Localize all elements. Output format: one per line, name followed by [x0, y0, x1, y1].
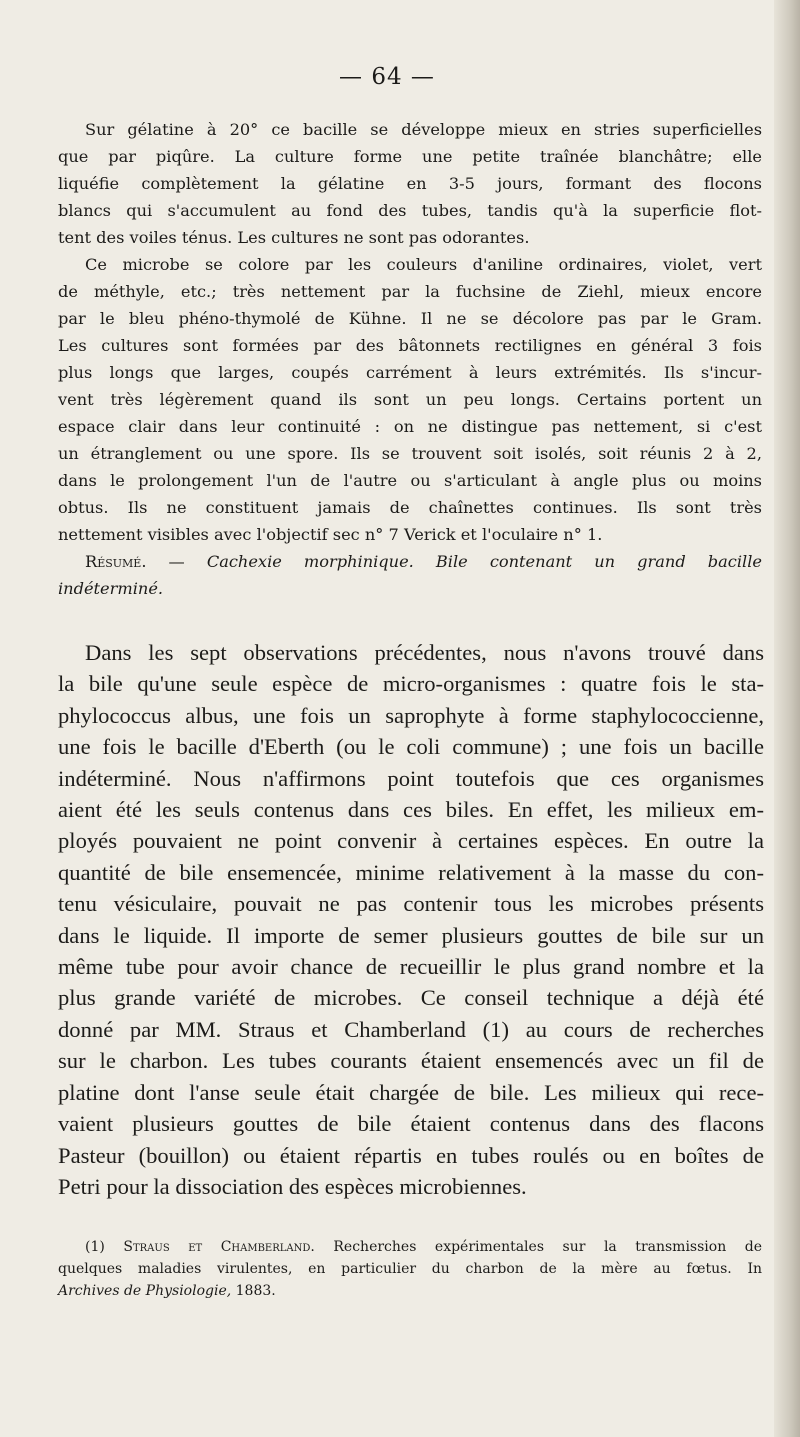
text-line: dans le liquide. Il importe de semer plusieurs gouttes de bile sur un: [58, 922, 764, 948]
text-line: blancs qui s'accumulent au fond des tubes, tandis qu'à la superficie flot-: [58, 201, 762, 220]
footnote: [58, 1236, 762, 1302]
text-line: indéterminé. Nous n'affirmons point toutefois que ces organismes: [58, 765, 764, 791]
footnote-journal: Archives de Physiologie,: [58, 1283, 232, 1299]
footnote-year: 1883.: [235, 1283, 276, 1299]
footnote-line: [58, 1280, 762, 1302]
text-line: Ce microbe se colore par les couleurs d'aniline ordinaires, violet, vert: [85, 255, 762, 274]
text-line: la bile qu'une seule espèce de micro-organismes : quatre fois le sta-: [58, 671, 764, 697]
text-line: dans le prolongement l'un de l'autre ou s'articulant à angle plus ou moins: [58, 471, 762, 490]
text-line: obtus. Ils ne constituent jamais de chaînettes continues. Ils sont très: [58, 498, 762, 517]
text-line: vent très légèrement quand ils sont un peu longs. Certains portent un: [58, 390, 762, 409]
text-line: ployés pouvaient ne point convenir à certaines espèces. En outre la: [58, 828, 764, 854]
text-line: liquéfie complètement la gélatine en 3-5 jours, formant des flocons: [58, 174, 762, 193]
resume-block: [58, 548, 762, 602]
text-line: Petri pour la dissociation des espèces microbiennes.: [58, 1173, 527, 1199]
text-line: plus longs que larges, coupés carrément à leurs extrémités. Ils s'incur-: [58, 363, 762, 382]
page-number: — 64 —: [339, 64, 435, 90]
text-line: par le bleu phéno-thymolé de Kühne. Il ne se décolore pas par le Gram.: [58, 309, 762, 328]
text-line: platine dont l'anse seule était chargée de bile. Les milieux qui rece-: [58, 1079, 764, 1105]
paragraph-staining: [58, 251, 762, 548]
footnote-line: [58, 1236, 762, 1258]
text-line: Sur gélatine à 20° ce bacille se développe mieux en stries superficielles: [85, 120, 762, 139]
resume-line: [58, 575, 762, 602]
paragraph-observations: [58, 637, 764, 1202]
footnote-line: quelques maladies virulentes, en particulier du charbon de la mère au fœtus. In: [58, 1261, 762, 1277]
text-line: aient été les seuls contenus dans ces biles. En effet, les milieux em-: [58, 797, 764, 823]
text-line: espace clair dans leur continuité : on ne distingue pas nettement, si c'est: [58, 417, 762, 436]
footnote-marker: (1): [85, 1239, 105, 1255]
resume-text: indéterminé.: [58, 579, 164, 598]
text-line: tent des voiles ténus. Les cultures ne sont pas odorantes.: [58, 228, 530, 247]
text-line: Pasteur (bouillon) ou étaient répartis en tubes roulés ou en boîtes de: [58, 1142, 764, 1168]
footnote-title: Recherches expérimentales sur la transmission de: [333, 1239, 762, 1255]
paragraph-gelatine-culture: [58, 116, 762, 251]
text-line: un étranglement ou une spore. Ils se trouvent soit isolés, soit réunis 2 à 2,: [58, 444, 762, 463]
text-line: Les cultures sont formées par des bâtonnets rectilignes en général 3 fois: [58, 336, 762, 355]
text-line: nettement visibles avec l'objectif sec n° 7 Verick et l'oculaire n° 1.: [58, 525, 603, 544]
text-line: vaient plusieurs gouttes de bile étaient contenus dans des flacons: [58, 1111, 764, 1137]
text-line: sur le charbon. Les tubes courants étaient ensemencés avec un fil de: [58, 1048, 764, 1074]
text-line: Dans les sept observations précédentes, nous n'avons trouvé dans: [85, 640, 764, 665]
text-line: phylococcus albus, une fois un saprophyte à forme staphylococcienne,: [58, 702, 764, 728]
text-line: quantité de bile ensemencée, minime relativement à la masse du con-: [58, 859, 764, 885]
footnote-authors: Straus et Chamberland.: [123, 1239, 315, 1255]
text-line: même tube pour avoir chance de recueillir le plus grand nombre et la: [58, 954, 764, 980]
resume-line: [58, 548, 762, 575]
resume-dash: —: [146, 552, 207, 571]
text-line: une fois le bacille d'Eberth (ou le coli commune) ; une fois un bacille: [58, 734, 764, 760]
resume-text: Cachexie morphinique. Bile contenant un grand bacille: [206, 552, 762, 571]
resume-label: Résumé.: [85, 552, 147, 571]
text-line: de méthyle, etc.; très nettement par la fuchsine de Ziehl, mieux encore: [58, 282, 762, 301]
text-line: que par piqûre. La culture forme une petite traînée blanchâtre; elle: [58, 147, 762, 166]
text-line: donné par MM. Straus et Chamberland (1) au cours de recherches: [58, 1016, 764, 1042]
text-line: plus grande variété de microbes. Ce conseil technique a déjà été: [58, 985, 764, 1011]
text-line: tenu vésiculaire, pouvait ne pas contenir tous les microbes présents: [58, 891, 764, 917]
